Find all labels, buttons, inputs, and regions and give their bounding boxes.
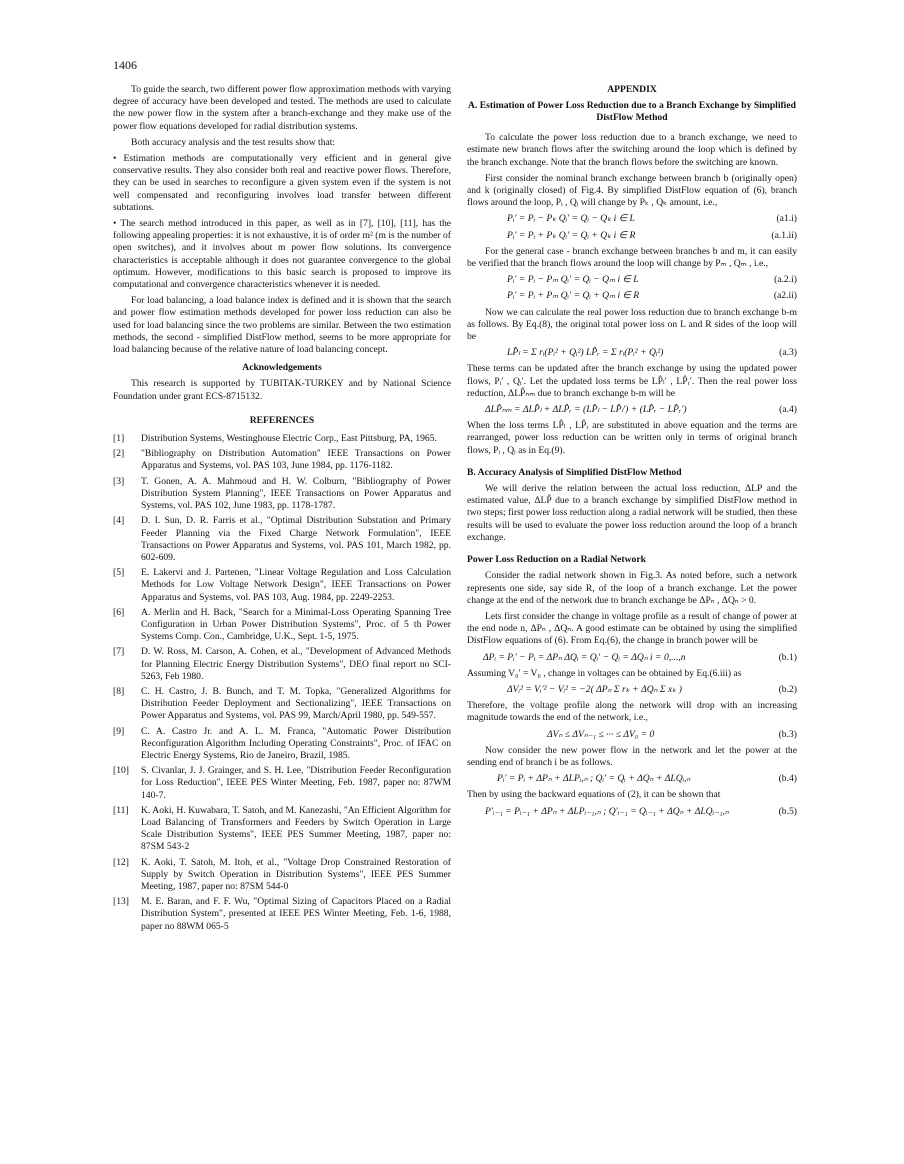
reference-item: [11] K. Aoki, H. Kuwabara, T. Satoh, and M. Kanezashi, "An Efficient Algorithm for Load Balancing of Transformers and Feeders by Switch Operation in Large Scale Distribution Systems", IEEE PES Summer Meeting, 1987, paper no: 87SM 543-2	[113, 804, 451, 853]
left-column	[113, 84, 451, 936]
equation-b5: P′ᵢ₋₁ = Pᵢ₋₁ + ΔPₙ + ΔLPᵢ₋₁,ₙ ; Q′ᵢ₋₁ = Qᵢ₋₁ + ΔQₙ + ΔLQᵢ₋₁,ₙ (b.5)	[485, 805, 797, 817]
right-column	[467, 84, 797, 822]
reference-item: [12] K. Aoki, T. Satoh, M. Itoh, et al., "Voltage Drop Constrained Restoration of Supply by Switch Operation in Distribution Systems", IEEE PES Summer Meeting, 1987, paper no: 87SM 544-0	[113, 856, 451, 892]
body-paragraph: Lets first consider the change in voltage profile as a result of change of power at the end node n, ΔPₙ , ΔQₙ. A good estimate can be obtained by using the simplified DistFlow equations of (6). From Eq.(6), the change in branch power will be	[467, 610, 797, 647]
page-number: 1406	[113, 58, 137, 72]
equation-a2i: Pᵢ′ = Pᵢ − Pₘ Qᵢ′ = Qᵢ − Qₘ i ∈ L (a.2.i)	[507, 274, 797, 286]
section-a-heading: A. Estimation of Power Loss Reduction due to a Branch Exchange by Simplified DistFlow Method	[468, 100, 796, 124]
body-paragraph: Then by using the backward equations of (2), it can be shown that	[467, 789, 721, 801]
reference-item: [8] C. H. Castro, J. B. Bunch, and T. M. Topka, "Generalized Algorithms for Distribution Feeder Deployment and Sectionalizing", IEEE Transactions on Power Apparatus and Systems, vol. PAS 99, March/April 1980, pp. 549-557.	[113, 685, 451, 722]
reference-item: [10] S. Civanlar, J. J. Grainger, and S. H. Lee, "Distribution Feeder Reconfiguration for Loss Reduction", IEEE PES Winter Meeting, Feb. 1987, paper no: 87WM 140-7.	[113, 765, 451, 801]
equation-a3: LP̂ₗ = Σ rᵢ(Pᵢ² + Qᵢ²) LP̂ᵣ = Σ rᵢ(Pᵢ² + Qᵢ²) (a.3)	[507, 347, 797, 359]
reference-item: [13] M. E. Baran, and F. F. Wu, "Optimal Sizing of Capacitors Placed on a Radial Distribution System", presented at IEEE PES Winter Meeting, Feb. 1-6, 1988, paper no 88WM 065-5	[113, 896, 451, 932]
reference-item: [3] T. Gonen, A. A. Mahmoud and H. W. Colburn, "Bibliography of Power Distribution System Planning", IEEE Transactions on Power Apparatus and Systems, vol. PAS 102, June 1983, pp. 1178-1787.	[113, 475, 451, 512]
reference-item: [5] E. Lakervi and J. Partenen, "Linear Voltage Regulation and Loss Calculation Methods for Low Voltage Network Design", IEEE Transactions on Power Apparatus and Systems, vol. PAS 103, Aug. 1984, pp. 2249-2253.	[113, 567, 451, 603]
reference-item: [4] D. I. Sun, D. R. Farris et al., "Optimal Distribution Substation and Primary Feeder Planning via the Fixed Charge Network Formulation", IEEE Transactions on Power Apparatus and Systems, vol. PAS 101, March 1982, pp. 602-609.	[113, 515, 451, 563]
bullet-paragraph: • The search method introduced in this paper, as well as in [7], [10], [11], has the following appealing properties: it is not exhaustive, it is of order m² (m is the number of open switches), and it involves about m power flow solutions. Its convergence characteristics is acceptable although it does not guarantee convergence to the global optimum. However, modifications to this basic search is proposed to improve its computational and convergence characteristics whenever it is needed.	[113, 218, 451, 291]
equation-a4: ΔLP̂ₙₘ = ΔLP̂ₗ + ΔLP̂ᵣ = (LP̂ₗ − LP̂ₗ′) + (LP̂ᵣ − LP̂ᵣ′) (a.4)	[485, 404, 797, 416]
reference-item: [7] D. W. Ross, M. Carson, A. Cohen, et al., "Development of Advanced Methods for Planning Electric Energy Distribution Systems", DEO final report no SCI-5263, Feb 1980.	[113, 646, 451, 682]
section-c-heading: Power Loss Reduction on a Radial Network	[467, 554, 646, 566]
appendix-heading: APPENDIX	[607, 84, 657, 95]
equation-b2: ΔVᵢ² = Vᵢ′² − Vᵢ² = −2( ΔPₙ Σ rₖ + ΔQₙ Σ xₖ ) (b.2)	[507, 683, 797, 695]
conclusion-paragraph: Both accuracy analysis and the test results show that:	[131, 136, 336, 148]
body-paragraph: We will derive the relation between the actual loss reduction, ΔLP and the estimated value, ΔLP̂ due to a branch exchange by simplified DistFlow method in two steps; first power loss reduction along a radial network will be studied, then these results will be used to evaluate the power loss reduction around the loop of a branch exchange.	[467, 483, 797, 543]
body-paragraph: For the general case - branch exchange between branches b and m, it can easily be verified that the branch flows around the loop will change by Pₘ , Qₘ , i.e.,	[467, 245, 797, 270]
equation-b1: ΔPᵢ = Pᵢ′ − Pᵢ = ΔPₙ ΔQᵢ = Qᵢ′ − Qᵢ = ΔQₙ i = 0,...,n (b.1)	[483, 651, 797, 663]
equation-b3: ΔVₙ ≤ ΔVₙ₋₁ ≤ ··· ≤ ΔV₀ = 0 (b.3)	[547, 728, 797, 740]
acknowledgements-text: This research is supported by TUBITAK-TURKEY and by National Science Foundation under grant ECS-8715132.	[113, 378, 451, 402]
bullet-paragraph: • Estimation methods are computationally very efficient and in general give conservative results. They also consider both real and reactive power flows. Therefore, they can be used in searches to reconfigure a given system even if the system is not well compensated and reconfiguring involves load transfer between different subtations.	[113, 153, 451, 213]
equation-b4: Pᵢ′ = Pᵢ + ΔPₙ + ΔLPᵢ,ₙ ; Qᵢ′ = Qᵢ + ΔQₙ + ΔLQᵢ,ₙ (b.4)	[497, 773, 797, 785]
conclusion-paragraph: For load balancing, a load balance index is defined and it is shown that the search and power flow estimation methods developed for power loss reduction can also be used for load balancing since the two problems are similar. Between the two estimation methods, the second - simplified DistFlow method, seems to be more appropriate for load balancing because of the relative nature of load balancing concept.	[113, 295, 451, 356]
body-paragraph: When the loss terms LP̂ₗ , LP̂ᵣ are substituted in above equation and the terms are rearranged, power loss reduction can be written only in terms of original branch flows, Pᵢ , Qᵢ as in Eq.(9).	[467, 420, 797, 456]
equation-a2ii: Pᵢ′ = Pᵢ + Pₘ Qᵢ′ = Qᵢ + Qₘ i ∈ R (a2.ii)	[507, 290, 797, 302]
equation-a1i: Pᵢ′ = Pᵢ − Pₖ Qᵢ′ = Qᵢ − Qₖ i ∈ L (a1.i)	[507, 213, 797, 225]
references-heading: REFERENCES	[249, 414, 315, 426]
body-paragraph: Assuming V₀′ = V₀ , change in voltages can be obtained by Eq.(6.iii) as	[467, 667, 742, 679]
body-paragraph: Now consider the new power flow in the network and let the power at the sending end of branch i be as follows.	[467, 744, 797, 768]
section-b-heading: B. Accuracy Analysis of Simplified DistFlow Method	[467, 466, 682, 478]
body-paragraph: To calculate the power loss reduction due to a branch exchange, we need to estimate new branch flows after the switching around the loop which is defined by the branch exchange. Note that the branch flows before the switching are known.	[467, 132, 797, 168]
acknowledgements-heading: Acknowledgements	[242, 362, 322, 374]
reference-item: [1] Distribution Systems, Westinghouse Electric Corp., East Pittsburg, PA, 1965.	[113, 433, 437, 445]
conclusion-paragraph: To guide the search, two different power flow approximation methods with varying degree of accuracy have been developed and tested. The methods are used to calculate the new power flow in the system after a branch-exchange and they make use of the power flow equations developed for radial distribution systems.	[113, 84, 451, 132]
reference-item: [2] "Bibliography on Distribution Automation" IEEE Transactions on Power Apparatus and Systems, vol. PAS 103, June 1984, pp. 1176-1182.	[113, 448, 451, 472]
body-paragraph: Therefore, the voltage profile along the network will drop with an increasing magnitude towards the end of the network, i.e.,	[467, 700, 797, 724]
body-paragraph: These terms can be updated after the branch exchange by using the updated power flows, Pᵢ′ , Qᵢ′. Let the updated loss terms be LP̂ₗ′ , LP̂ᵣ′. Then the real power loss reduction, ΔLP̂ₙₘ due to branch exchange b-m will be	[467, 363, 797, 399]
body-paragraph: First consider the nominal branch exchange between branch b (originally open) and k (originally closed) of Fig.4. By simplified DistFlow equation of (6), branch flows around the loop, Pᵢ , Qᵢ will change by Pₖ , Qₖ amount, i.e.,	[467, 172, 797, 209]
body-paragraph: Consider the radial network shown in Fig.3. As noted before, such a network represents one side, say side R, of the loop of a branch exchange. Let the power change at the end of the network due to branch exchange be ΔPₙ , ΔQₙ > 0.	[467, 570, 797, 606]
reference-list	[113, 433, 451, 933]
reference-item: [6] A. Merlin and H. Back, "Search for a Minimal-Loss Operating Spanning Tree Configuration in Urban Power Distribution Systems", Proc. of 5 th Power Systems Comp. Con., Cambridge, U.K., Sept. 1-5, 1975.	[113, 606, 451, 643]
body-paragraph: Now we can calculate the real power loss reduction due to branch exchange b-m as follows. By Eq.(8), the original total power loss on L and R sides of the loop will be	[467, 306, 797, 343]
reference-item: [9] C. A. Castro Jr. and A. L. M. Franca, "Automatic Power Distribution Reconfiguration Algorithm Including Operating Constraints", Proc. of IFAC on Electric Energy Systems, Rio de Janeiro, Brazil, 1985.	[113, 725, 451, 761]
equation-a1ii: Pᵢ′ = Pᵢ + Pₖ Qᵢ′ = Qᵢ + Qₖ i ∈ R (a.1.ii)	[507, 229, 797, 241]
